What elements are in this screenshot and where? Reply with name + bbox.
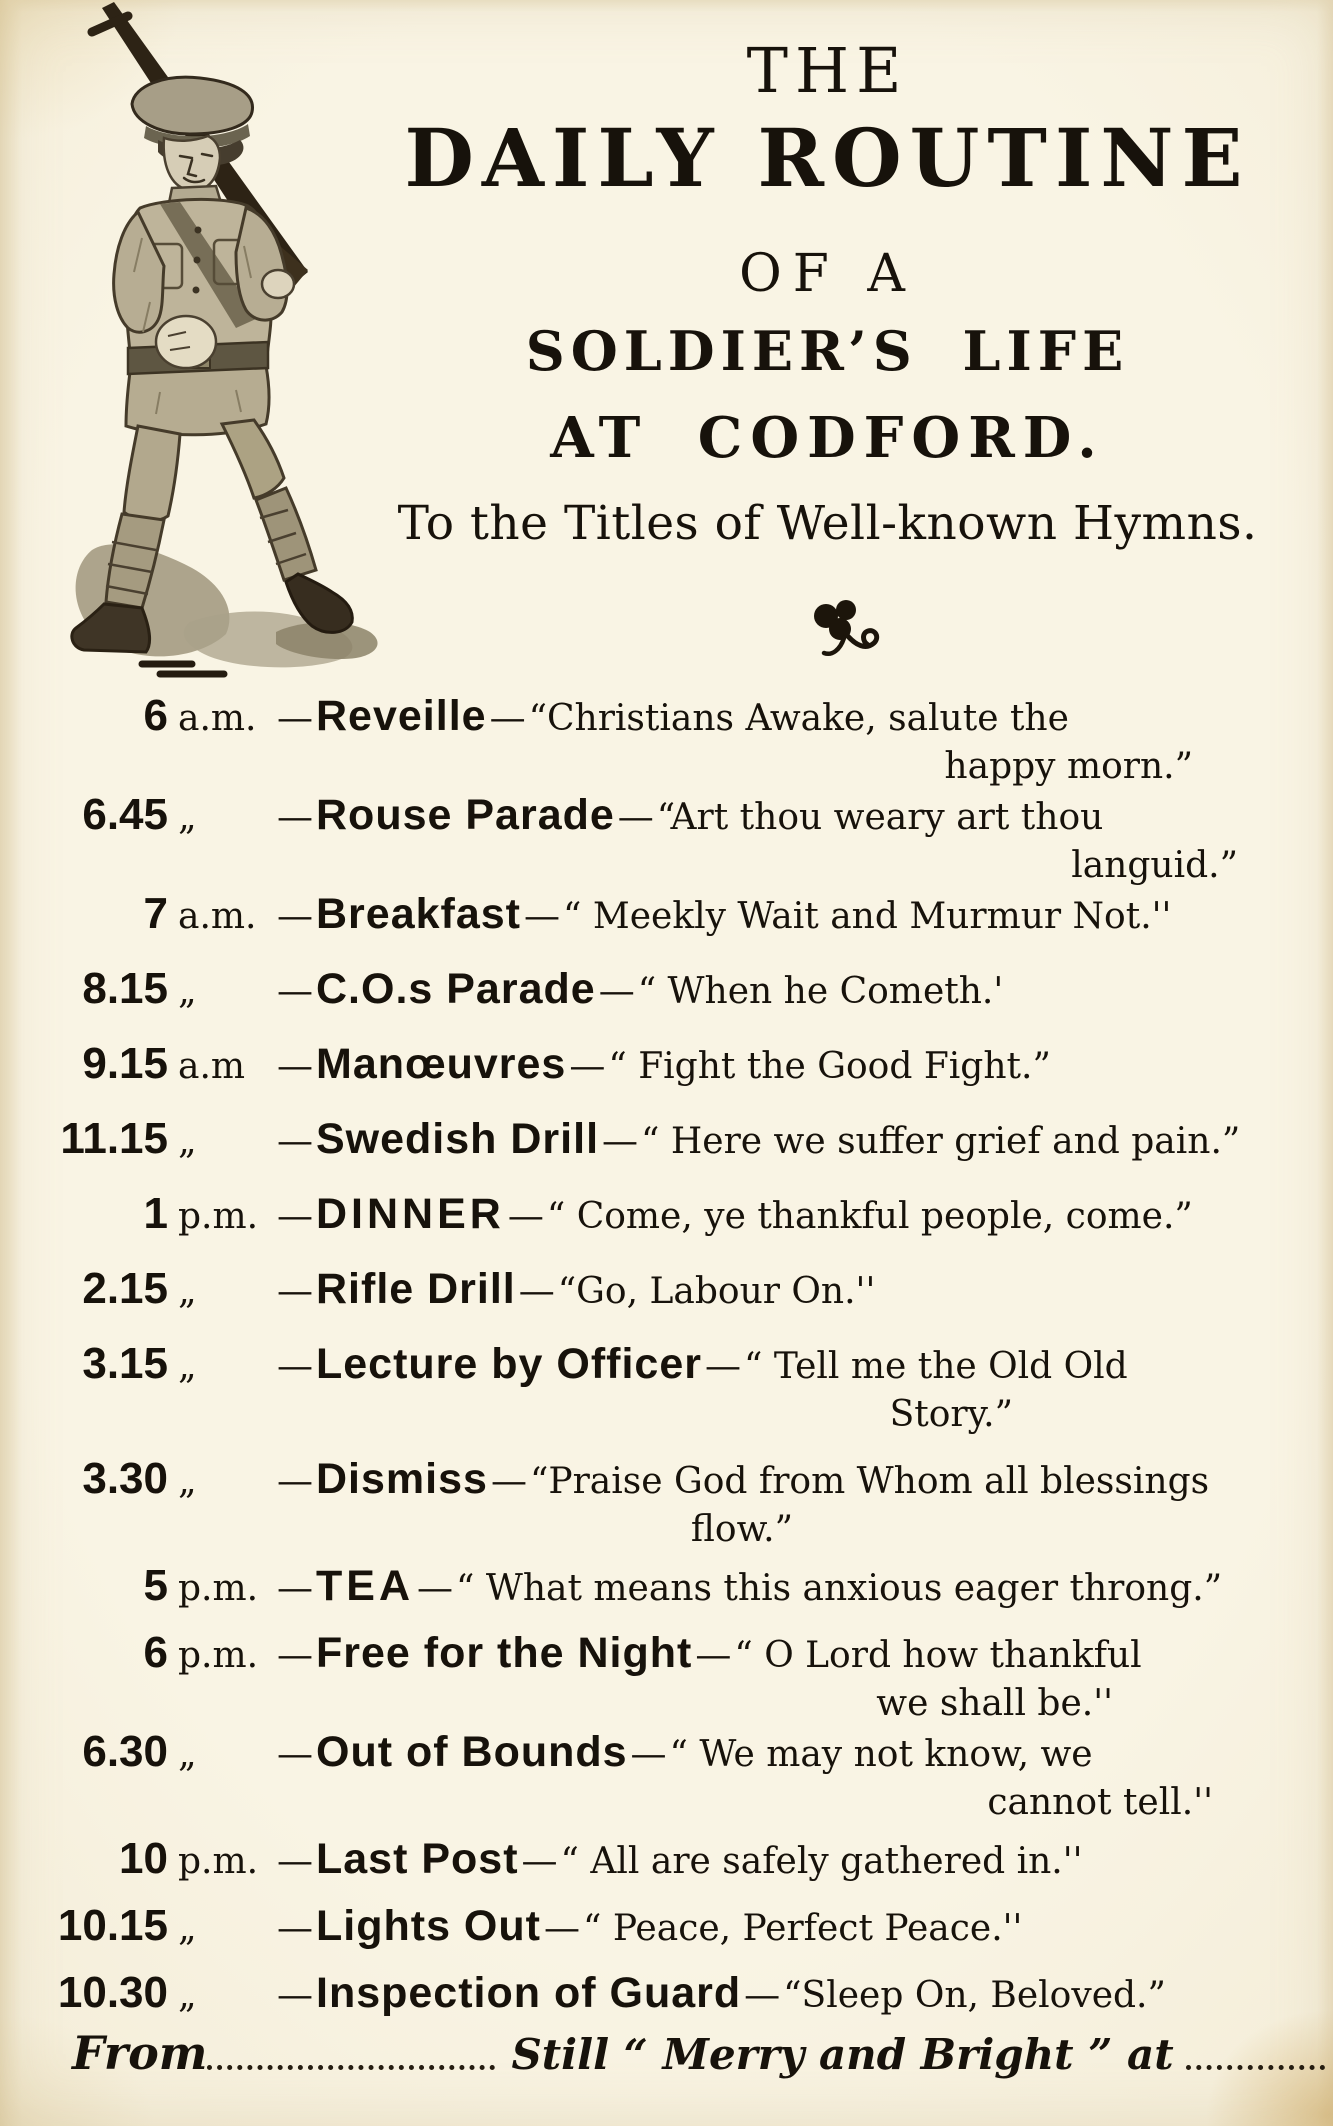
schedule-activity: Last Post: [316, 1835, 519, 1883]
schedule-activity: Swedish Drill: [316, 1115, 600, 1163]
schedule-activity: DINNER: [316, 1190, 505, 1238]
schedule-unit: „: [178, 1346, 197, 1387]
hymn-quote: “ Here we suffer grief and pain.”: [641, 1121, 1241, 1162]
schedule-row: [30, 888, 1303, 943]
schedule-row: [30, 690, 1303, 789]
hymn-quote: “ When he Cometh.': [637, 971, 1004, 1012]
dash-separator: —: [277, 1908, 313, 1949]
dash-separator: —: [705, 1346, 741, 1387]
dash-separator: —: [277, 1046, 313, 1087]
schedule-unit: a.m: [178, 1046, 246, 1087]
schedule-row: [30, 1560, 1303, 1615]
schedule-unit: „: [178, 971, 197, 1012]
schedule-row: [30, 1726, 1303, 1825]
schedule-unit: „: [178, 1908, 197, 1949]
dash-separator: —: [277, 1975, 313, 2016]
hymn-quote: “Go, Labour On.'': [557, 1271, 876, 1312]
schedule-row: [30, 1263, 1303, 1318]
dash-separator: —: [277, 971, 313, 1012]
hymn-quote: “ O Lord how thankful: [734, 1635, 1142, 1676]
schedule-row: [30, 1453, 1303, 1552]
title-main: DAILY ROUTINE: [404, 111, 1251, 205]
schedule-unit: p.m.: [178, 1635, 259, 1676]
schedule-activity: Out of Bounds: [316, 1728, 628, 1776]
schedule-time: 6.45: [82, 790, 168, 839]
hymn-quote: “ What means this anxious eager throng.”: [456, 1568, 1223, 1609]
subtitle: To the Titles of Well-known Hymns.: [397, 496, 1258, 551]
dash-separator: —: [277, 1121, 313, 1162]
hymn-quote: “Art thou weary art thou: [656, 797, 1104, 838]
hymn-quote-continuation: cannot tell.'': [987, 1782, 1213, 1823]
hymn-quote: “ All are safely gathered in.'': [560, 1841, 1083, 1882]
schedule-unit: p.m.: [178, 1568, 259, 1609]
dash-separator: —: [695, 1635, 732, 1676]
dash-separator: —: [521, 1841, 558, 1882]
schedule-activity: Rouse Parade: [316, 791, 615, 839]
dash-separator: —: [490, 1461, 527, 1502]
dash-separator: —: [277, 1734, 313, 1775]
schedule-time: 6: [143, 1628, 168, 1677]
schedule-activity: Reveille: [316, 692, 487, 740]
hymn-quote-continuation: happy morn.”: [944, 746, 1193, 787]
schedule-time: 7: [143, 889, 168, 938]
schedule-time: 5: [143, 1561, 168, 1610]
hymn-quote: “ Come, ye thankful people, come.”: [546, 1196, 1193, 1237]
schedule-time: 3.30: [82, 1454, 168, 1503]
dash-separator: —: [602, 1121, 639, 1162]
dash-separator: —: [744, 1975, 781, 2016]
schedule-activity: C.O.s Parade: [316, 965, 596, 1013]
schedule-time: 2.15: [82, 1264, 168, 1313]
schedule-unit: a.m.: [178, 896, 257, 937]
dash-separator: —: [507, 1196, 544, 1237]
schedule-time: 6: [143, 691, 168, 740]
schedule-row: [30, 1833, 1303, 1888]
title-at-codford: AT CODFORD.: [550, 405, 1105, 471]
title-soldiers-life: SOLDIER’S LIFE: [525, 319, 1130, 383]
dotted-line: [207, 2065, 495, 2070]
schedule-activity: Rifle Drill: [316, 1265, 516, 1313]
dash-separator: —: [277, 1841, 313, 1882]
hymn-quote: “ Meekly Wait and Murmur Not.'': [563, 896, 1172, 937]
schedule-row: [30, 1188, 1303, 1243]
schedule-activity: Lights Out: [316, 1902, 541, 1950]
daily-routine-schedule: [30, 690, 1303, 2042]
dash-separator: —: [518, 1271, 555, 1312]
hymn-quote: “Christians Awake, salute the: [528, 698, 1069, 739]
dash-separator: —: [277, 1346, 313, 1387]
hymn-quote: “Praise God from Whom all blessings: [529, 1461, 1210, 1502]
dash-separator: —: [543, 1908, 580, 1949]
dash-separator: —: [598, 971, 635, 1012]
title-line-the: THE: [746, 34, 909, 107]
schedule-row: [30, 1038, 1303, 1093]
schedule-activity: Breakfast: [316, 890, 521, 938]
schedule-unit: „: [178, 1734, 197, 1775]
hymn-quote-continuation: we shall be.'': [876, 1683, 1113, 1724]
schedule-time: 10: [119, 1834, 168, 1883]
schedule-row: [30, 1627, 1303, 1726]
hymn-quote-continuation: languid.”: [1071, 845, 1238, 886]
schedule-unit: „: [178, 1461, 197, 1502]
footer: [72, 2026, 1325, 2080]
schedule-activity: Inspection of Guard: [316, 1969, 742, 2017]
dash-separator: —: [630, 1734, 667, 1775]
dash-separator: —: [277, 1568, 313, 1609]
schedule-unit: „: [178, 1975, 197, 2016]
still-merry-label: Still “ Merry and Bright ” at: [511, 2030, 1174, 2079]
schedule-time: 9.15: [82, 1039, 168, 1088]
schedule-unit: a.m.: [178, 698, 257, 739]
from-label: From: [72, 2026, 208, 2080]
dash-separator: —: [277, 896, 313, 937]
schedule-unit: p.m.: [178, 1841, 259, 1882]
schedule-time: 8.15: [82, 964, 168, 1013]
dash-separator: —: [489, 698, 526, 739]
hymn-quote: “Sleep On, Beloved.”: [783, 1975, 1166, 2016]
schedule-time: 11.15: [60, 1114, 168, 1163]
schedule-unit: p.m.: [178, 1196, 259, 1237]
hymn-quote-continuation: Story.”: [889, 1394, 1013, 1435]
schedule-activity: Lecture by Officer: [316, 1340, 702, 1388]
schedule-activity: Dismiss: [316, 1455, 488, 1503]
dash-separator: —: [524, 896, 560, 937]
dash-separator: —: [417, 1568, 453, 1609]
schedule-row: [30, 1338, 1303, 1437]
dash-separator: —: [277, 797, 313, 838]
schedule-unit: „: [178, 1121, 197, 1162]
schedule-row: [30, 1900, 1303, 1955]
dotted-line: [1186, 2065, 1325, 2070]
dash-separator: —: [277, 698, 313, 739]
schedule-time: 3.15: [82, 1339, 168, 1388]
schedule-time: 10.30: [57, 1968, 168, 2017]
clover-ornament-icon: [800, 596, 886, 666]
hymn-quote: “ Tell me the Old Old: [744, 1346, 1128, 1387]
schedule-time: 10.15: [57, 1901, 168, 1950]
schedule-unit: „: [178, 1271, 197, 1312]
dash-separator: —: [569, 1046, 606, 1087]
schedule-time: 6.30: [82, 1727, 168, 1776]
schedule-activity: Free for the Night: [316, 1629, 693, 1677]
schedule-row: [30, 1113, 1303, 1168]
soldier-illustration: [40, 2, 385, 682]
dash-separator: —: [277, 1196, 313, 1237]
schedule-row: [30, 789, 1303, 888]
hymn-quote-continuation: flow.”: [690, 1509, 793, 1550]
dash-separator: —: [617, 797, 654, 838]
schedule-activity: TEA: [316, 1562, 414, 1610]
dash-separator: —: [277, 1635, 313, 1676]
dash-separator: —: [277, 1461, 313, 1502]
schedule-row: [30, 1967, 1303, 2022]
schedule-unit: „: [178, 797, 197, 838]
hymn-quote: “ Fight the Good Fight.”: [608, 1046, 1051, 1087]
schedule-time: 1: [143, 1189, 168, 1238]
schedule-row: [30, 963, 1303, 1018]
title-line-of-a: OF A: [739, 244, 916, 304]
hymn-quote: “ We may not know, we: [669, 1734, 1093, 1775]
dash-separator: —: [277, 1271, 313, 1312]
hymn-quote: “ Peace, Perfect Peace.'': [582, 1908, 1023, 1949]
schedule-activity: Manœuvres: [316, 1040, 567, 1088]
